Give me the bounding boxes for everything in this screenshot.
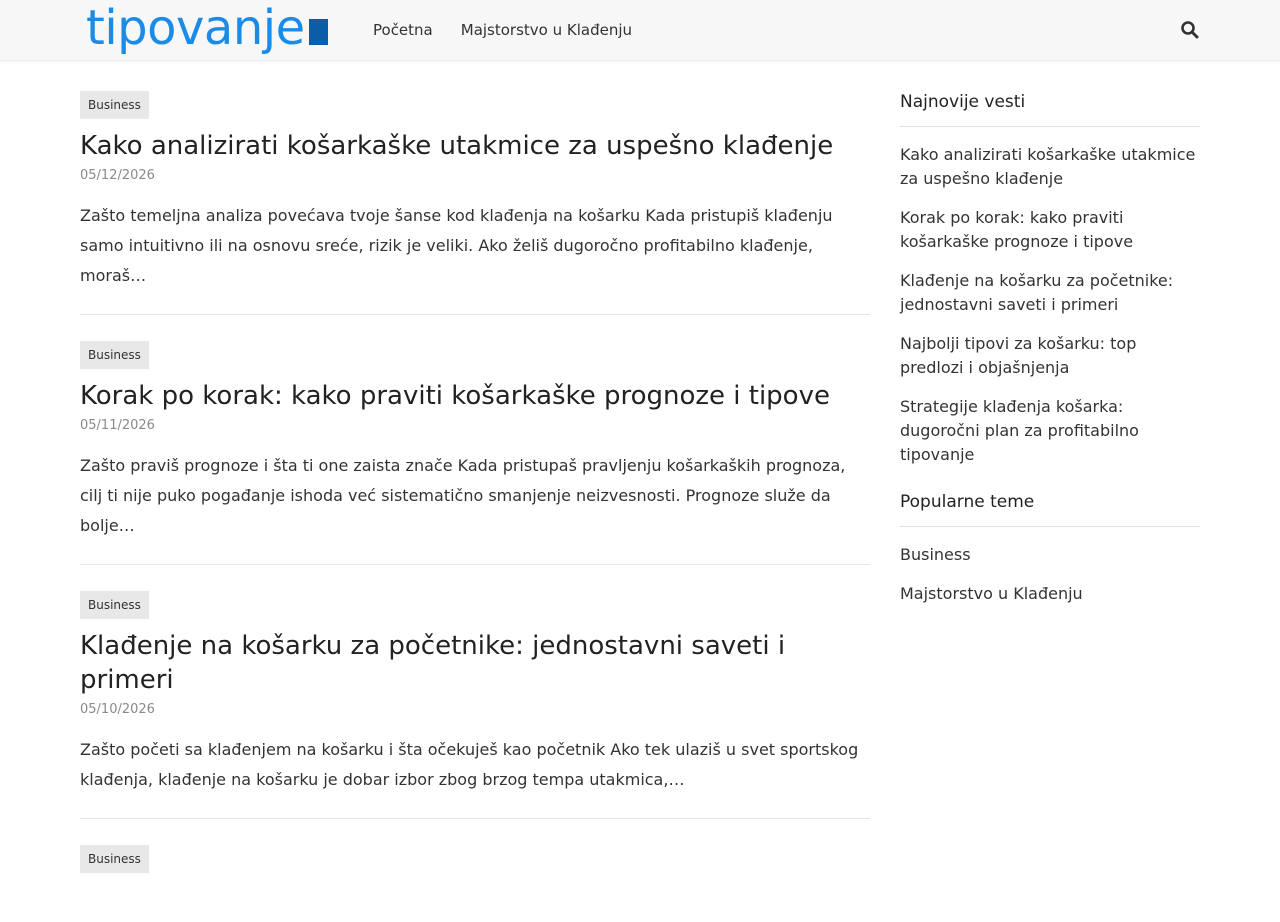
post-date: 05/12/2026 — [80, 168, 155, 183]
popular-topics-title: Popularne teme — [900, 489, 1200, 527]
post-excerpt: Zašto početi sa klađenjem na košarku i šta očekuješ kao početnik Ako tek ulaziš u svet sportskog klađenja, klađenje na košarku je dobar izbor zbog brzog tempa utakmica,… — [80, 740, 859, 789]
post-list — [80, 91, 870, 922]
site-logo[interactable] — [86, 0, 328, 56]
post-date: 05/11/2026 — [80, 418, 155, 433]
post-title[interactable]: Kako analizirati košarkaške utakmice za uspešno klađenje — [80, 131, 834, 161]
logo-text: tipovanje — [86, 0, 305, 56]
category-badge[interactable]: Business — [80, 341, 149, 369]
category-badge[interactable]: Business — [80, 591, 149, 619]
category-badge[interactable]: Business — [80, 91, 149, 119]
site-header — [0, 0, 1280, 61]
post-item — [80, 341, 870, 565]
latest-news-item[interactable]: Strategije klađenja košarka: dugoročni plan za profitabilno tipovanje — [900, 397, 1139, 464]
sidebar — [900, 89, 1200, 628]
category-badge[interactable]: Business — [80, 845, 149, 873]
popular-topics-list — [900, 543, 1200, 606]
post-excerpt: Zašto temeljna analiza povećava tvoje šanse kod klađenja na košarku Kada pristupiš klađenju samo intuitivno ili na osnovu sreće, rizik je veliki. Ako želiš dugoročno profitabilno klađenje, moraš… — [80, 206, 833, 285]
post-excerpt: Zašto praviš prognoze i šta ti one zaista znače Kada pristupaš pravljenju košarkaških prognoza, cilj ti nije puko pogađanje ishoda već sistematično smanjenje neizvesnosti. Prognoze služe da bolje… — [80, 456, 846, 535]
search-button[interactable] — [1180, 20, 1200, 40]
post-item — [80, 845, 870, 896]
nav-item-betting-mastery[interactable]: Majstorstvo u Klađenju — [460, 21, 633, 39]
latest-news-title: Najnovije vesti — [900, 89, 1200, 127]
popular-topic-item[interactable]: Business — [900, 545, 971, 564]
popular-topic-item[interactable]: Majstorstvo u Klađenju — [900, 584, 1083, 603]
latest-news-item[interactable]: Korak po korak: kako praviti košarkaške prognoze i tipove — [900, 208, 1134, 251]
search-icon — [1180, 20, 1200, 40]
latest-news-item[interactable]: Najbolji tipovi za košarku: top predlozi i objašnjenja — [900, 334, 1137, 377]
latest-news-list — [900, 143, 1200, 467]
post-title[interactable]: Klađenje na košarku za početnike: jednostavni saveti i primeri — [80, 631, 786, 695]
post-item — [80, 591, 870, 819]
latest-news-item[interactable]: Kako analizirati košarkaške utakmice za uspešno klađenje — [900, 145, 1196, 188]
latest-news-item[interactable]: Klađenje na košarku za početnike: jednostavni saveti i primeri — [900, 271, 1174, 314]
logo-square-icon — [309, 19, 328, 45]
post-date: 05/10/2026 — [80, 702, 155, 717]
post-title[interactable]: Korak po korak: kako praviti košarkaške prognoze i tipove — [80, 381, 830, 411]
main-nav — [373, 0, 660, 60]
nav-item-home[interactable]: Početna — [373, 21, 433, 39]
post-item — [80, 91, 870, 315]
